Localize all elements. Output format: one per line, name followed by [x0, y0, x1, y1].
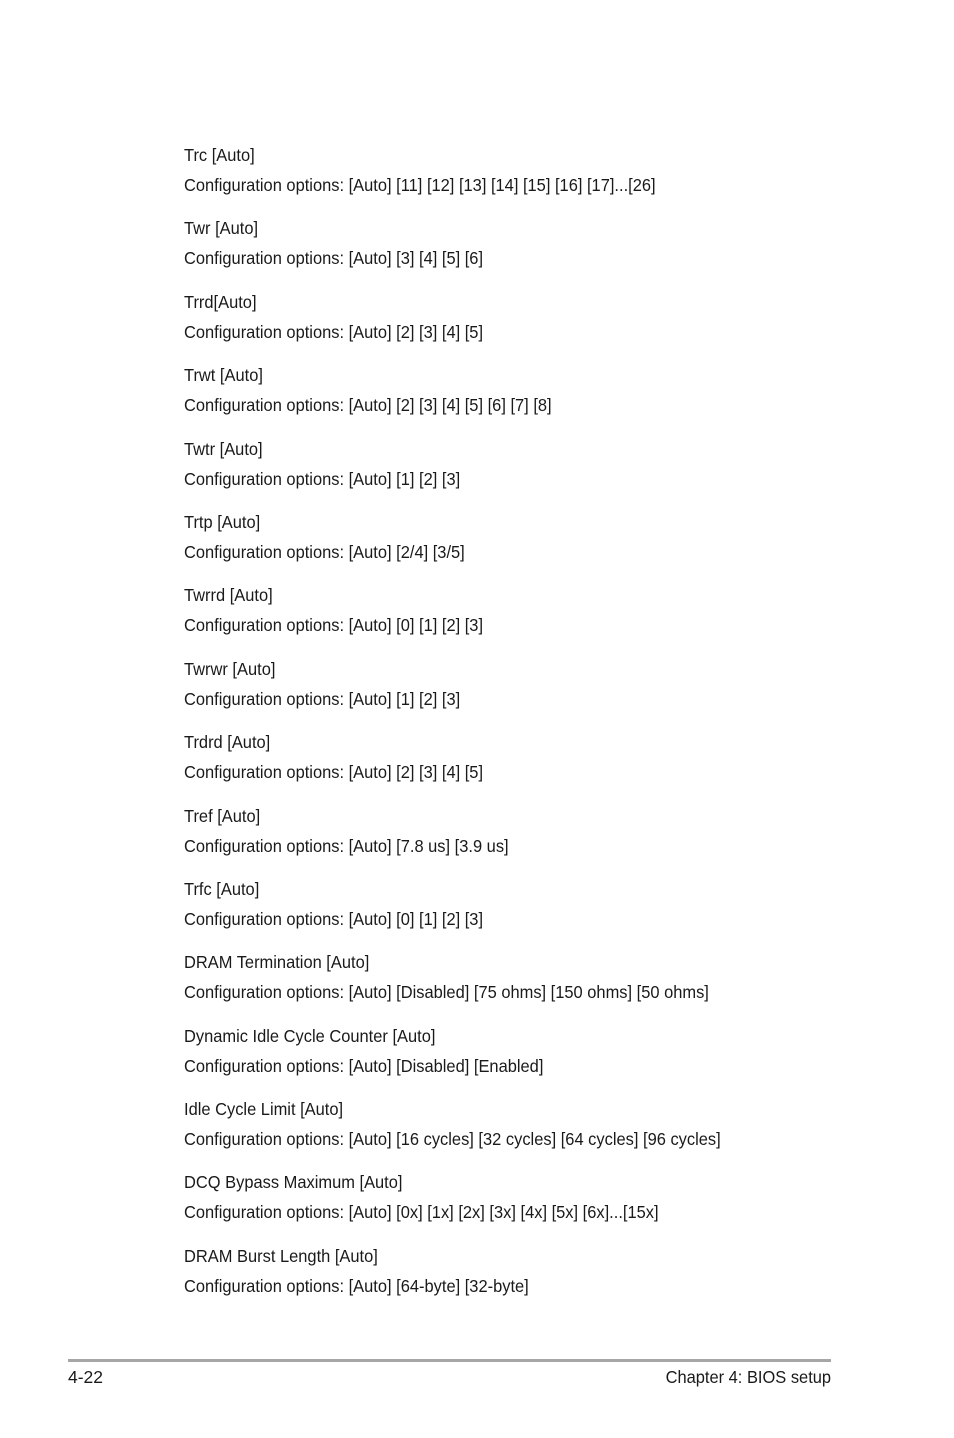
setting-title: Trc [Auto]: [184, 145, 255, 165]
setting-options: Configuration options: [Auto] [7.8 us] [3.9 us]: [184, 835, 509, 856]
setting-title: DRAM Burst Length [Auto]: [184, 1245, 378, 1266]
setting-title: Twrwr [Auto]: [184, 658, 276, 679]
setting-title: Twrrd [Auto]: [184, 585, 273, 606]
setting-title: Trfc [Auto]: [184, 878, 260, 899]
setting-options: Configuration options: [Auto] [0] [1] [2] [3]: [184, 615, 484, 636]
setting-title: DCQ Bypass Maximum [Auto]: [184, 1172, 403, 1193]
setting-item-trwt: [184, 364, 904, 437]
footer-divider: [68, 1359, 831, 1362]
setting-options: Configuration options: [Auto] [1] [2] [3]: [184, 688, 461, 709]
page-number: 4-22: [68, 1367, 104, 1387]
setting-options: Configuration options: [Auto] [Disabled] [Enabled]: [184, 1055, 544, 1076]
setting-item-dcq-bypass-maximum: [184, 1171, 904, 1244]
setting-options: Configuration options: [Auto] [2/4] [3/5]: [184, 541, 465, 562]
setting-item-twrrd: [184, 584, 904, 657]
setting-title: Trrd[Auto]: [184, 291, 257, 312]
setting-item-trfc: [184, 878, 904, 951]
setting-item-trdrd: [184, 731, 904, 804]
chapter-title: Chapter 4: BIOS setup: [665, 1367, 831, 1387]
setting-item-trc: [184, 144, 904, 217]
setting-item-tref: [184, 805, 904, 878]
setting-title: Twr [Auto]: [184, 218, 259, 239]
setting-item-dram-burst-length: [184, 1245, 904, 1318]
setting-item-twtr: [184, 438, 904, 511]
setting-title: Tref [Auto]: [184, 805, 261, 826]
setting-item-twr: [184, 217, 904, 290]
setting-item-dram-termination: [184, 951, 904, 1024]
setting-options: Configuration options: [Auto] [2] [3] [4] [5]: [184, 762, 484, 783]
setting-title: Idle Cycle Limit [Auto]: [184, 1099, 344, 1120]
setting-title: Trtp [Auto]: [184, 511, 261, 532]
setting-title: Trwt [Auto]: [184, 365, 263, 386]
settings-list: [184, 144, 904, 1318]
setting-item-dynamic-idle-cycle-counter: [184, 1025, 904, 1098]
setting-options: Configuration options: [Auto] [0] [1] [2] [3]: [184, 908, 484, 929]
setting-item-twrwr: [184, 658, 904, 731]
setting-item-trtp: [184, 511, 904, 584]
setting-item-idle-cycle-limit: [184, 1098, 904, 1171]
setting-options: Configuration options: [Auto] [0x] [1x] [2x] [3x] [4x] [5x] [6x]...[15x]: [184, 1202, 659, 1223]
setting-options: Configuration options: [Auto] [3] [4] [5] [6]: [184, 248, 484, 269]
setting-title: Trdrd [Auto]: [184, 732, 271, 753]
setting-options: Configuration options: [Auto] [2] [3] [4] [5] [6] [7] [8]: [184, 395, 552, 416]
setting-title: Twtr [Auto]: [184, 438, 263, 459]
setting-options: Configuration options: [Auto] [16 cycles] [32 cycles] [64 cycles] [96 cycles]: [184, 1129, 721, 1150]
setting-options: Configuration options: [Auto] [11] [12] [13] [14] [15] [16] [17]...[26]: [184, 175, 656, 195]
setting-item-trrd: [184, 291, 904, 364]
setting-options: Configuration options: [Auto] [2] [3] [4] [5]: [184, 321, 484, 342]
setting-options: Configuration options: [Auto] [64-byte] [32-byte]: [184, 1275, 529, 1296]
setting-options: Configuration options: [Auto] [1] [2] [3]: [184, 468, 461, 489]
setting-title: Dynamic Idle Cycle Counter [Auto]: [184, 1025, 436, 1046]
setting-options: Configuration options: [Auto] [Disabled] [75 ohms] [150 ohms] [50 ohms]: [184, 982, 709, 1003]
setting-title: DRAM Termination [Auto]: [184, 952, 370, 973]
